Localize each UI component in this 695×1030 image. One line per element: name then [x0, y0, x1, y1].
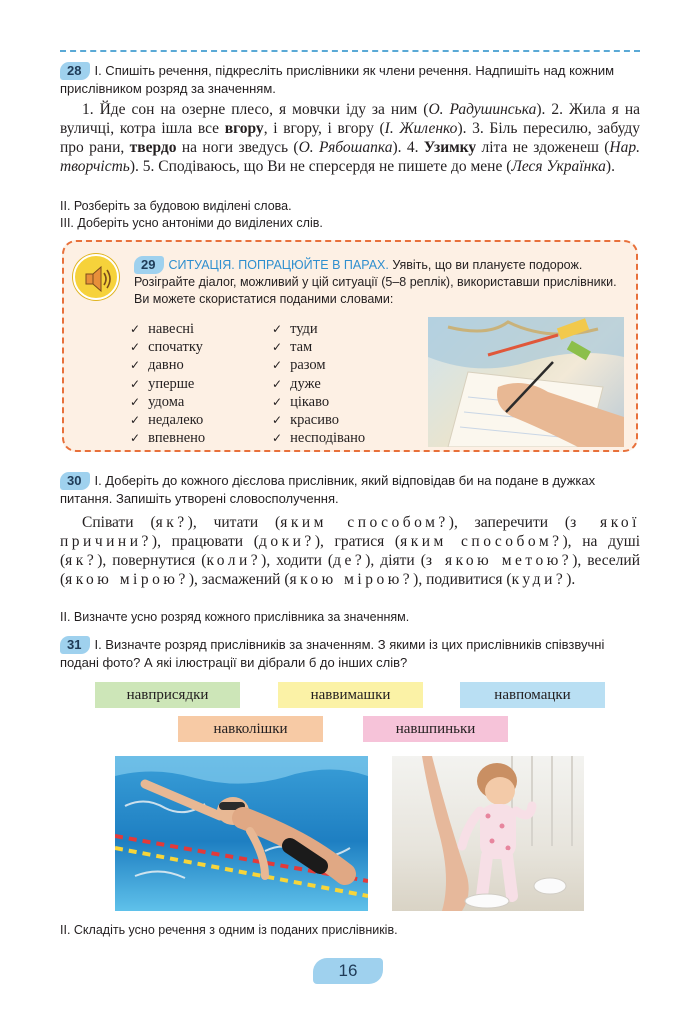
verb-text: ).: [566, 571, 576, 588]
author-name: І. Жиленко: [384, 120, 458, 137]
word-chip-navkolishky: навколішки: [178, 716, 323, 742]
travel-planning-photo: [428, 317, 624, 447]
verb-text: ), ходити (: [261, 552, 334, 569]
sentence-text: ). 4.: [392, 139, 424, 156]
question: якою мірою?: [65, 571, 189, 588]
task-28-part-3: ІІІ. Доберіть усно антоніми до виділених слів.: [60, 216, 323, 230]
question: де?: [333, 552, 366, 569]
author-name: Леся Українка: [511, 158, 606, 175]
sentence-text: ). 2. Жила я на вуличці, котра ішла все: [60, 101, 641, 137]
situation-title: СИТУАЦІЯ. ПОПРАЦЮЙТЕ В ПАРАХ.: [168, 258, 389, 272]
task-28-part-2: ІІ. Розберіть за будовою виділені слова.: [60, 199, 292, 213]
task-28-header: [60, 62, 640, 97]
question: коли?: [206, 552, 262, 569]
task-28-instruction: І. Спишіть речення, підкресліть прислівники як члени речення. Надпишіть над кожним прислівником розряд за значенням.: [60, 63, 615, 96]
task-28-sentences: [60, 100, 640, 176]
list-item: ✓ недалеко: [130, 411, 205, 429]
verb-text: Співати (: [82, 514, 156, 531]
verb-text: ), подивитися (: [413, 571, 512, 588]
list-item: ✓ навесні: [130, 320, 205, 338]
list-item: ✓ красиво: [272, 411, 365, 429]
question: доки?: [258, 533, 315, 550]
list-item: ✓ несподівано: [272, 429, 365, 447]
verb-text: ), діяти (: [365, 552, 426, 569]
word-list-2: [272, 320, 365, 447]
highlighted-word: Узимку: [423, 139, 477, 156]
author-name: Нар. творчість: [60, 139, 640, 175]
verb-text: ), засмажений (: [188, 571, 290, 588]
list-item: ✓ впевнено: [130, 429, 205, 447]
task-30-part-2: ІІ. Визначте усно розряд кожного прислівника за значенням.: [60, 610, 410, 624]
question: яким способом?: [280, 514, 449, 531]
list-item: ✓ туди: [272, 320, 365, 338]
sentence-text: на ноги зведусь (: [176, 139, 299, 156]
verb-text: ), веселий (: [60, 552, 640, 588]
question: яким способом?: [400, 533, 563, 550]
situation-box: [62, 240, 638, 452]
task-30-text: [60, 513, 640, 589]
question: якою мірою?: [289, 571, 414, 588]
word-chip-navshpynky: навшпиньки: [363, 716, 508, 742]
task-29-badge: 29: [134, 256, 164, 274]
verb-text: ), читати (: [187, 514, 281, 531]
verb-text: ), гратися (: [314, 533, 401, 550]
baby-tiptoe-photo: [392, 756, 584, 911]
word-list-1: [130, 320, 205, 447]
top-dashed-rule: [60, 50, 640, 52]
sentence-text: , і вгору, і вгору (: [263, 120, 385, 137]
task-30-header: [60, 472, 640, 507]
swimmer-photo: [115, 756, 368, 911]
word-chip-navpomatsky: навпомацки: [460, 682, 605, 708]
list-item: ✓ там: [272, 338, 365, 356]
question: з якою метою?: [425, 552, 573, 569]
sentence-text: ). 5. Сподіваюсь, що Ви не сперсердя не пишете до мене (: [129, 158, 512, 175]
author-name: О. Радушинська: [428, 101, 537, 118]
list-item: ✓ цікаво: [272, 393, 365, 411]
verb-text: ), заперечити (: [448, 514, 571, 531]
verb-text: ), повернутися (: [97, 552, 207, 569]
task-31-instruction: І. Визначте розряд прислівників за значенням. З якими із цих прислівників співзвучні подані фото? А які ілюстрації ви дібрали б до інших слів?: [60, 637, 605, 670]
highlighted-word: твердо: [129, 139, 177, 156]
list-item: ✓ давно: [130, 356, 205, 374]
sentence-text: 1. Йде сон на озерне плесо, я мовчки іду за ним (: [82, 101, 429, 118]
list-item: ✓ дуже: [272, 375, 365, 393]
word-chip-navvymashky: наввимашки: [278, 682, 423, 708]
list-item: ✓ разом: [272, 356, 365, 374]
list-item: ✓ удома: [130, 393, 205, 411]
list-item: ✓ спочатку: [130, 338, 205, 356]
task-30-instruction: І. Доберіть до кожного дієслова прислівник, який відповідав би на подане в дужках питання. Запишіть утворені словосполучення.: [60, 473, 596, 506]
task-30-badge: 30: [60, 472, 90, 490]
word-chip-navprysiadky: навприсядки: [95, 682, 240, 708]
author-name: О. Рябошапка: [298, 139, 393, 156]
page-number: 16: [313, 958, 383, 984]
task-31-badge: 31: [60, 636, 90, 654]
task-29-instruction: Уявіть, що ви плануєте подорож. Розіграйте діалог, можливий у цій ситуації (5–8 реплік), використавши прислівники. Ви можете скористатися поданими словами:: [134, 258, 617, 306]
task-31-header: [60, 636, 640, 671]
sentence-text: ). 3. Біль пересилю, забуду про рани,: [60, 120, 641, 156]
question: як?: [65, 552, 98, 569]
question: з якої причини?: [60, 514, 640, 550]
list-item: ✓ уперше: [130, 375, 205, 393]
verb-text: ), на душі (: [60, 533, 640, 569]
speaker-icon: [73, 254, 119, 300]
highlighted-word: вгору: [224, 120, 264, 137]
verb-text: ), працювати (: [151, 533, 259, 550]
question: як?: [155, 514, 188, 531]
sentence-text: ).: [605, 158, 615, 175]
sentence-text: літа не здоженеш (: [476, 139, 610, 156]
task-29-header: [134, 256, 628, 308]
task-31-part-2: ІІ. Складіть усно речення з одним із поданих прислівників.: [60, 923, 398, 937]
task-28-badge: 28: [60, 62, 90, 80]
question: куди?: [511, 571, 567, 588]
